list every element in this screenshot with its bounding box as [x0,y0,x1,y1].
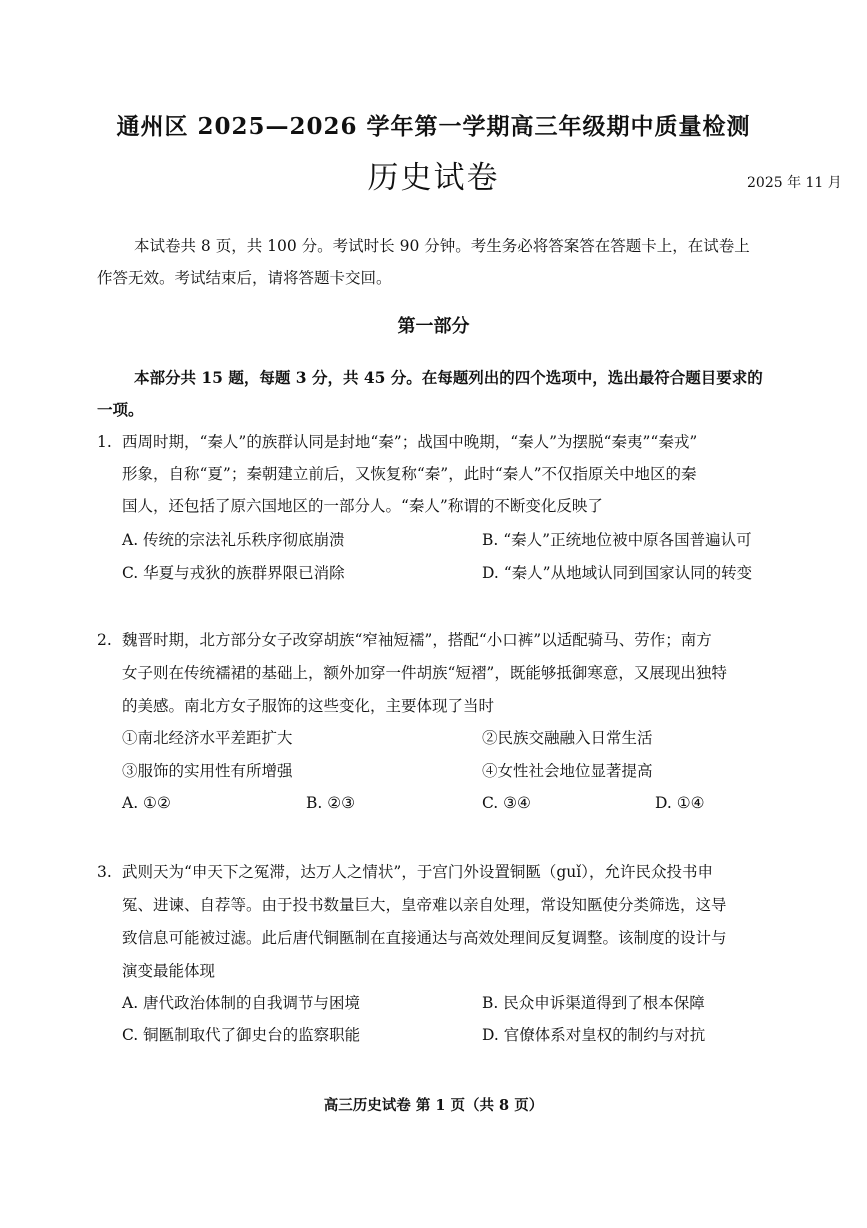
option-d: D. 官僚体系对皇权的制约与对抗 [482,1026,706,1044]
question-text-line: 西周时期，“秦人”的族群认同是封地“秦”；战国中晚期，“秦人”为摆脱“秦夷”“秦戎” [122,433,698,451]
statement-item: ④女性社会地位显著提高 [482,762,653,780]
section-intro-line-1: 本部分共 15 题，每题 3 分，共 45 分。在每题列出的四个选项中，选出最符合题目要求的 [134,368,763,387]
option-c: C. ③④ [482,794,531,812]
option-d: D. “秦人”从地域认同到国家认同的转变 [482,564,753,582]
option-b: B. “秦人”正统地位被中原各国普遍认可 [482,531,752,549]
statement-item: ①南北经济水平差距扩大 [122,729,293,747]
instructions-line-2: 作答无效。考试结束后，请将答题卡交回。 [97,269,392,287]
option-a: A. 传统的宗法礼乐秩序彻底崩溃 [122,531,345,549]
exam-subject: 历史试卷 [367,160,500,196]
section-intro-line-2: 一项。 [97,400,144,419]
option-c: C. 华夏与戎狄的族群界限已消除 [122,564,345,582]
instructions-line-1: 本试卷共 8 页，共 100 分。考试时长 90 分钟。考生务必将答案答在答题卡上，在试卷上 [134,237,750,255]
option-c: C. 铜匦制取代了御史台的监察职能 [122,1026,361,1044]
question-text-line: 国人，还包括了原六国地区的一部分人。“秦人”称谓的不断变化反映了 [122,497,603,515]
question-text-line: 演变最能体现 [122,962,216,980]
option-d: D. ①④ [655,794,705,812]
question-number: 3. [97,863,112,881]
page-footer: 高三历史试卷 第 1 页（共 8 页） [323,1097,544,1114]
option-a: A. 唐代政治体制的自我调节与困境 [122,994,361,1012]
question-text-line: 形象，自称“夏”；秦朝建立前后，又恢复称“秦”，此时“秦人”不仅指原关中地区的秦 [122,465,697,483]
section-title: 第一部分 [397,316,470,337]
question-text-line: 冤、进谏、自荐等。由于投书数量巨大，皇帝难以亲自处理，常设知匦使分类筛选，这导 [122,896,727,914]
exam-title: 通州区 2025—2026 学年第一学期高三年级期中质量检测 [116,113,751,140]
question-text-line: 魏晋时期，北方部分女子改穿胡族“窄袖短襦”，搭配“小口裤”以适配骑马、劳作；南方 [122,631,712,649]
exam-date: 2025 年 11 月 [747,175,842,191]
statement-item: ②民族交融融入日常生活 [482,729,653,747]
question-number: 1. [97,433,112,451]
question-text-line: 的美感。南北方女子服饰的这些变化，主要体现了当时 [122,697,495,715]
option-b: B. ②③ [306,794,356,812]
option-b: B. 民众申诉渠道得到了根本保障 [482,994,705,1012]
statement-item: ③服饰的实用性有所增强 [122,762,293,780]
option-a: A. ①② [122,794,171,812]
question-text-line: 女子则在传统襦裙的基础上，额外加穿一件胡族“短褶”，既能够抵御寒意，又展现出独特 [122,664,727,682]
question-text-line: 致信息可能被过滤。此后唐代铜匦制在直接通达与高效处理间反复调整。该制度的设计与 [122,929,727,947]
question-number: 2. [97,631,112,649]
question-text-line: 武则天为“申天下之冤滞，达万人之情状”，于宫门外设置铜匦（guǐ），允许民众投书申 [122,863,713,881]
